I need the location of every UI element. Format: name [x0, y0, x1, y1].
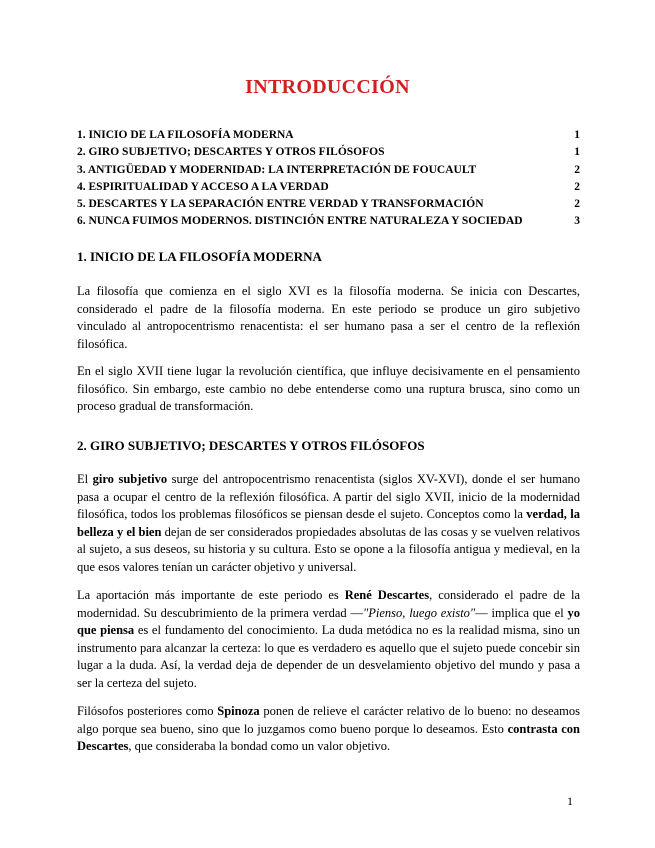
section1-paragraph-1: La filosofía que comienza en el siglo XVI es la filosofía moderna. Se inicia con Descartes, considerado el padre de la filosofía moderna. En este periodo se produce un giro subjetivo vinculado al antropocentrismo renacentista: el ser humano pasa a ser el centro de la reflexión filosófica.	[77, 284, 580, 351]
page-number: 1	[567, 794, 573, 808]
bold-term: Spinoza	[217, 704, 260, 718]
toc-entry-5[interactable]	[77, 196, 580, 213]
section2-paragraph-1: El giro subjetivo surge del antropocentrismo renacentista (siglos XV-XVI), donde el ser humano pasa a ocupar el centro de la reflexión filosófica. A partir del siglo XVII, inicio de la modernidad filosófica, todos los problemas filosóficos se piensan desde el sujeto. Conceptos como la verdad, la belleza y el bien dejan de ser considerados propiedades absolutas de las cosas y se vuelven relativos al sujeto, a sus deseos, su historia y su cultura. Esto se opone a la filosofía antigua y medieval, en la que esos valores tenían un carácter objetivo y universal.	[77, 472, 581, 574]
toc-entry-page: 1	[574, 129, 580, 141]
toc-entry-label: 2. GIRO SUBJETIVO; DESCARTES Y OTROS FILÓSOFOS	[77, 146, 385, 159]
quote: "Pienso, luego existo"	[362, 605, 476, 620]
toc-entry-1[interactable]	[77, 127, 580, 144]
toc-entry-page: 2	[574, 180, 580, 193]
toc-entry-3[interactable]	[77, 162, 580, 179]
toc-entry-label: 1. INICIO DE LA FILOSOFÍA MODERNA	[77, 129, 294, 141]
table-of-contents	[77, 127, 580, 231]
toc-entry-page: 2	[574, 198, 580, 211]
section-heading-1: 1. INICIO DE LA FILOSOFÍA MODERNA	[77, 249, 322, 264]
toc-entry-2[interactable]	[77, 144, 580, 161]
bold-term: verdad, la belleza y el bien	[77, 507, 580, 539]
bold-term: yo que piensa	[77, 605, 580, 638]
page-title: INTRODUCCIÓN	[245, 76, 410, 98]
toc-entry-label: 3. ANTIGÜEDAD Y MODERNIDAD: LA INTERPRETACIÓN DE FOUCAULT	[77, 163, 477, 176]
toc-entry-6[interactable]	[77, 213, 580, 230]
toc-entry-page: 2	[574, 163, 580, 176]
toc-entry-4[interactable]	[77, 179, 580, 196]
section-heading-2: 2. GIRO SUBJETIVO; DESCARTES Y OTROS FILÓSOFOS	[77, 438, 425, 453]
bold-term: René Descartes	[344, 588, 430, 602]
section1-paragraph-2: En el siglo XVII tiene lugar la revolución científica, que influye decisivamente en el pensamiento filosófico. Sin embargo, este cambio no debe entenderse como una ruptura brusca, sino como un proceso gradual de transformación.	[77, 364, 580, 414]
bold-term: giro subjetivo	[92, 472, 168, 486]
bold-term: contrasta con Descartes	[77, 721, 580, 754]
section2-paragraph-2: La aportación más importante de este periodo es René Descartes, considerado el padre de la modernidad. Su descubrimiento de la primera verdad —"Pienso, luego existo"— implica que el yo que piensa es el fundamento del conocimiento. La duda metódica no es la realidad misma, sino un instrumento para alcanzar la certeza: lo que es verdadero es aquello que el sujeto puede concebir sin lugar a la duda. Así, la verdad deja de depender de un desvelamiento objetivo del mundo y pasa a ser la certeza del sujeto.	[77, 588, 581, 690]
toc-entry-label: 4. ESPIRITUALIDAD Y ACCESO A LA VERDAD	[77, 180, 329, 193]
toc-entry-page: 1	[574, 146, 580, 159]
toc-entry-page: 3	[574, 215, 580, 228]
toc-entry-label: 5. DESCARTES Y LA SEPARACIÓN ENTRE VERDAD Y TRANSFORMACIÓN	[77, 198, 484, 211]
section2-paragraph-3: Filósofos posteriores como Spinoza ponen de relieve el carácter relativo de lo bueno: no deseamos algo porque sea bueno, sino que lo juzgamos como bueno porque lo deseamos. Esto contrasta con Descartes, que consideraba la bondad como un valor objetivo.	[77, 704, 580, 754]
toc-entry-label: 6. NUNCA FUIMOS MODERNOS. DISTINCIÓN ENTRE NATURALEZA Y SOCIEDAD	[77, 215, 523, 228]
